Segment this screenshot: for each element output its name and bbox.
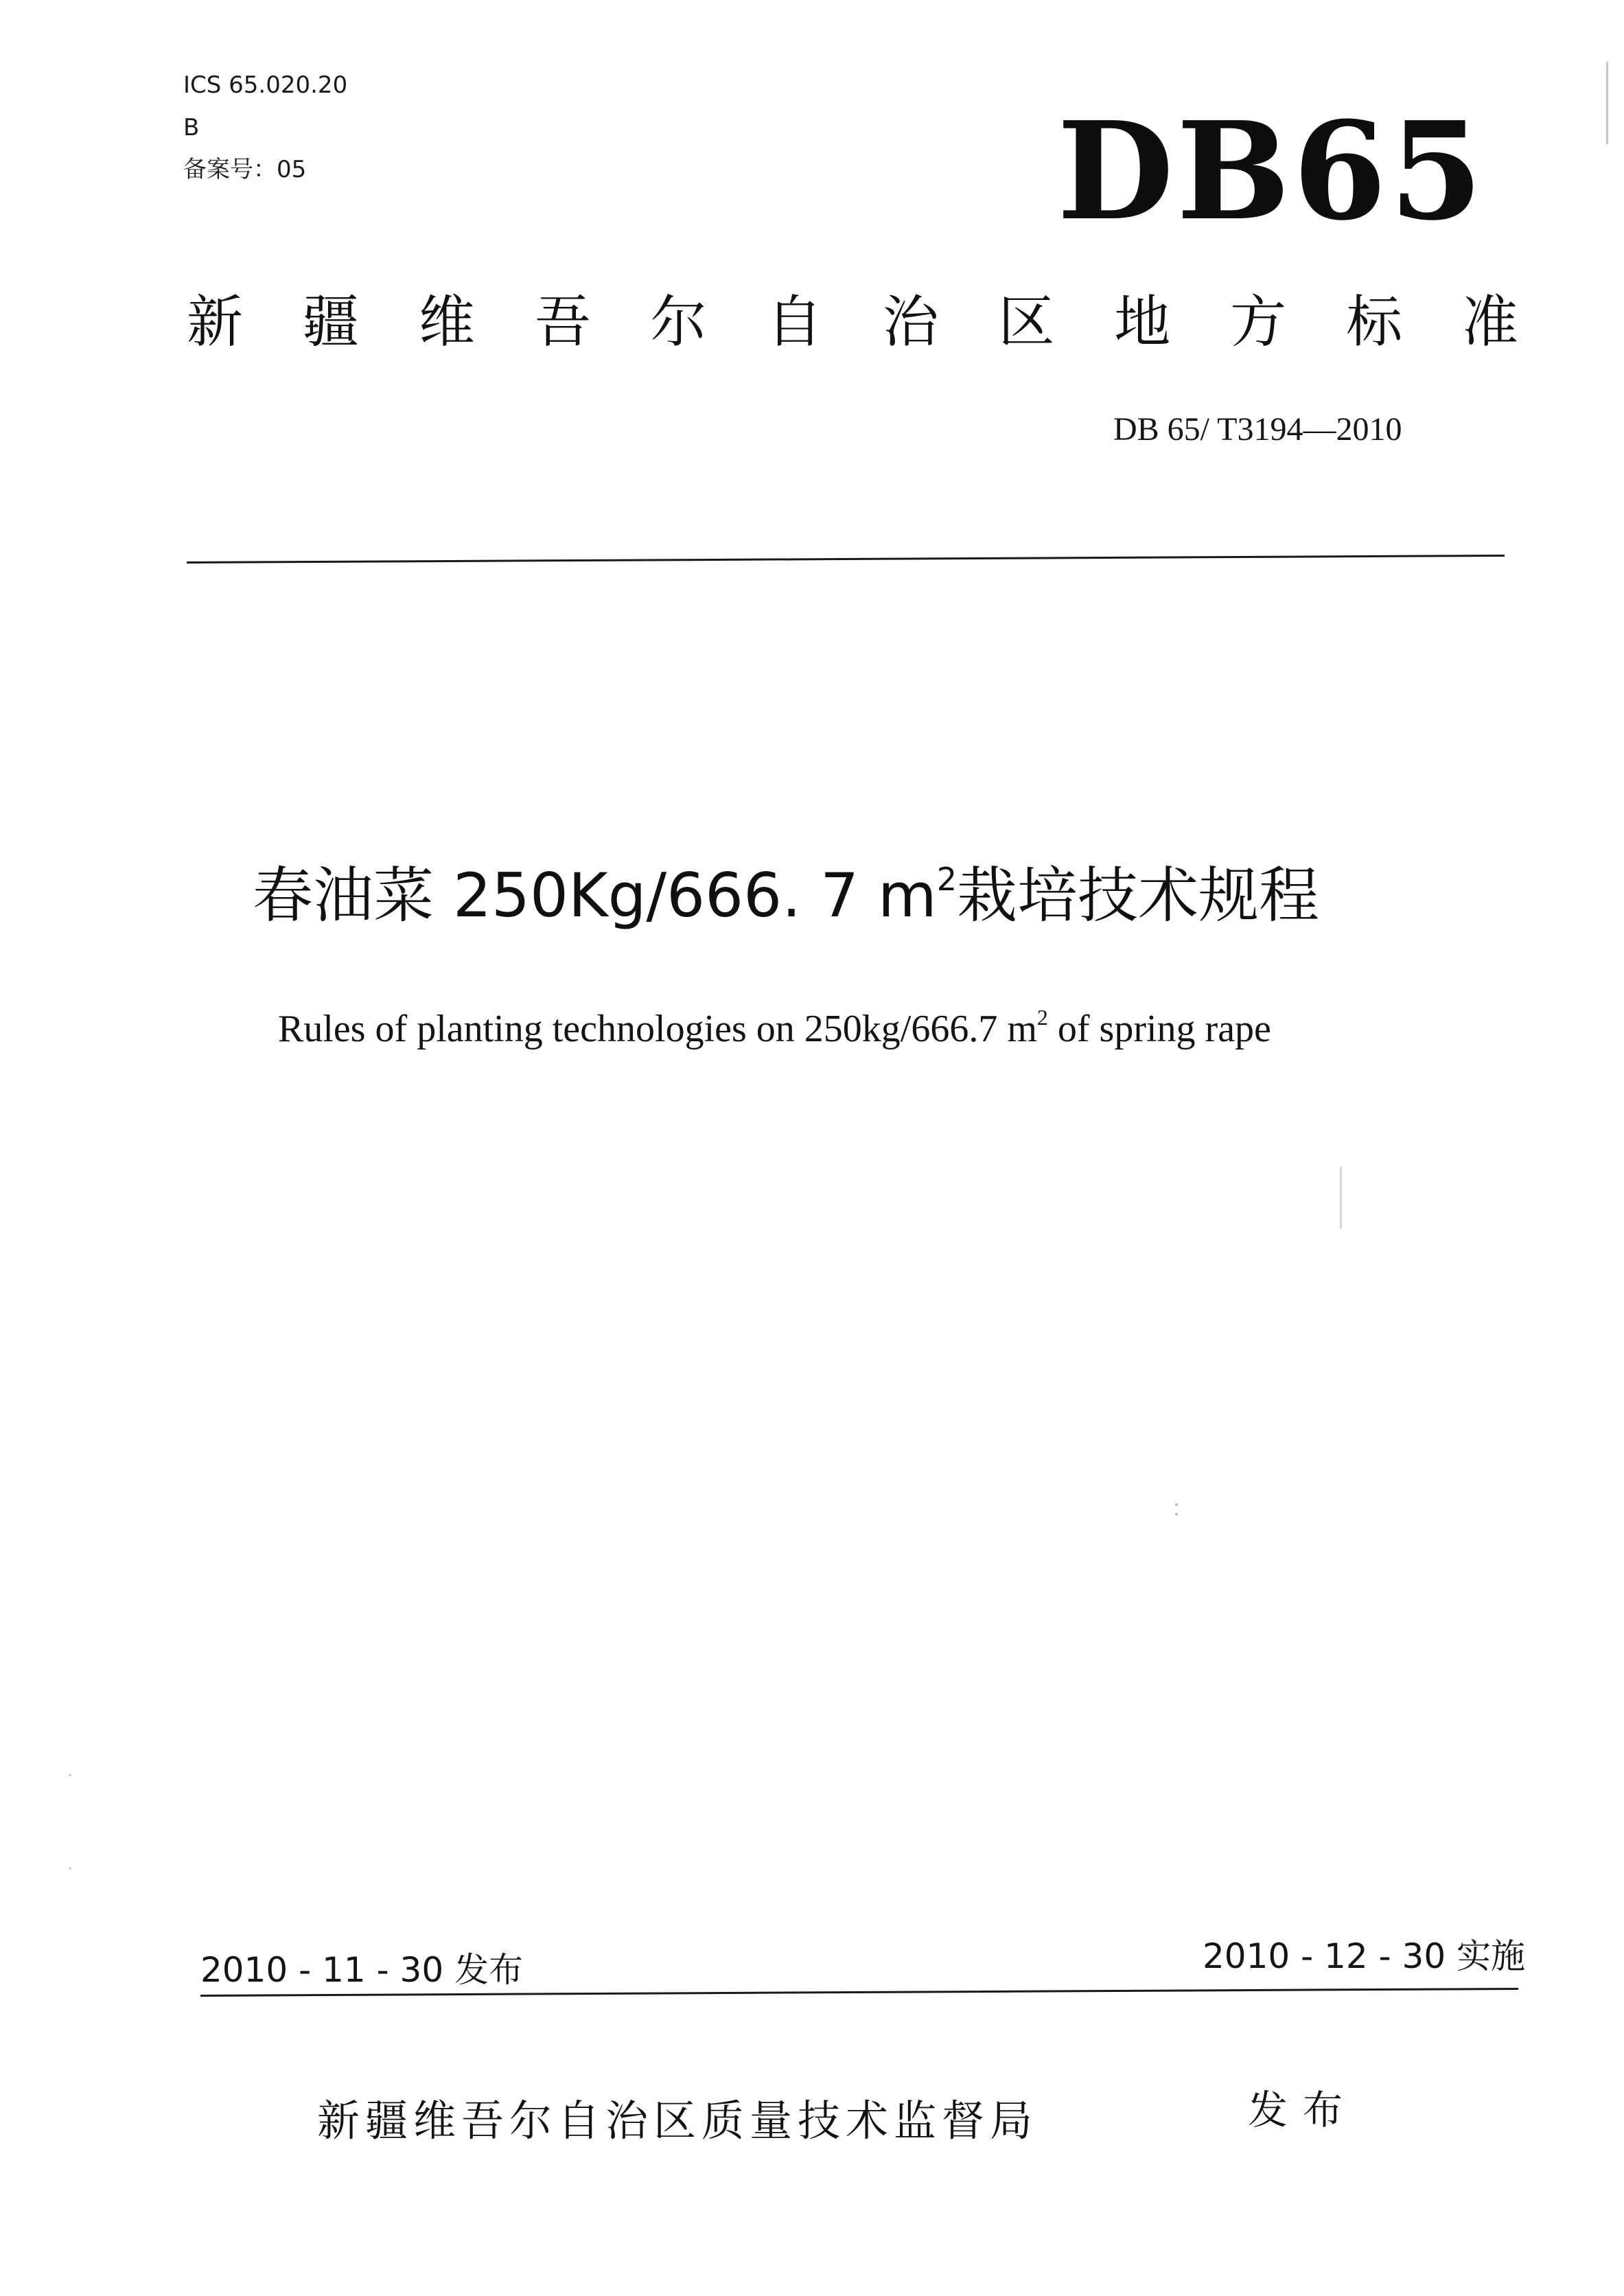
standard-type-char: 新 (187, 290, 244, 355)
standard-type-char: 标 (1346, 290, 1403, 355)
standard-type-char: 尔 (650, 290, 707, 355)
standard-type-char: 疆 (302, 290, 359, 355)
standard-type-char: 方 (1230, 290, 1287, 355)
standard-type-char: 地 (1114, 290, 1171, 355)
title-english-tail: of spring rape (1047, 1008, 1271, 1050)
header-divider (187, 555, 1505, 564)
standard-type-char: 自 (766, 290, 823, 355)
scan-edge-mark (1340, 1167, 1342, 1229)
standard-type-char: 区 (998, 290, 1055, 355)
scan-speck (69, 1867, 71, 1870)
publish-label: 发布 (1248, 2087, 1358, 2133)
publisher-name: 新疆维吾尔自治区质量技术监督局 (317, 2096, 1039, 2146)
scan-speck (1175, 1503, 1178, 1506)
standard-type-char: 治 (882, 290, 939, 355)
title-english-superscript: 2 (1036, 1005, 1048, 1030)
standard-type-heading (187, 288, 1518, 357)
ics-code: ICS 65.020.20 (183, 71, 348, 99)
scan-speck (69, 1774, 71, 1776)
implementation-date: 2010 - 12 - 30 实施 (1203, 1936, 1526, 1976)
title-english-main: Rules of planting technologies on 250kg/666.7 m (278, 1008, 1037, 1050)
title-chinese-superscript: 2 (936, 861, 958, 898)
title-chinese (253, 858, 1319, 934)
standard-code: DB 65/ T3194—2010 (1113, 411, 1402, 448)
standard-type-char: 维 (418, 290, 475, 355)
standard-brand-mark: DB65 (1057, 93, 1486, 251)
registration-number: 备案号：05 (183, 156, 307, 183)
title-english (278, 1006, 1271, 1052)
title-chinese-tail: 栽培技术规程 (957, 860, 1320, 931)
scan-edge-mark (1606, 62, 1608, 144)
title-chinese-main: 春油菜 250Kg/666. 7 m (253, 860, 937, 931)
classification-code: B (183, 114, 200, 141)
scan-speck (1175, 1513, 1178, 1516)
standard-type-char: 准 (1461, 290, 1518, 355)
standard-type-char: 吾 (534, 290, 591, 355)
issue-date: 2010 - 11 - 30 发布 (200, 1950, 524, 1990)
